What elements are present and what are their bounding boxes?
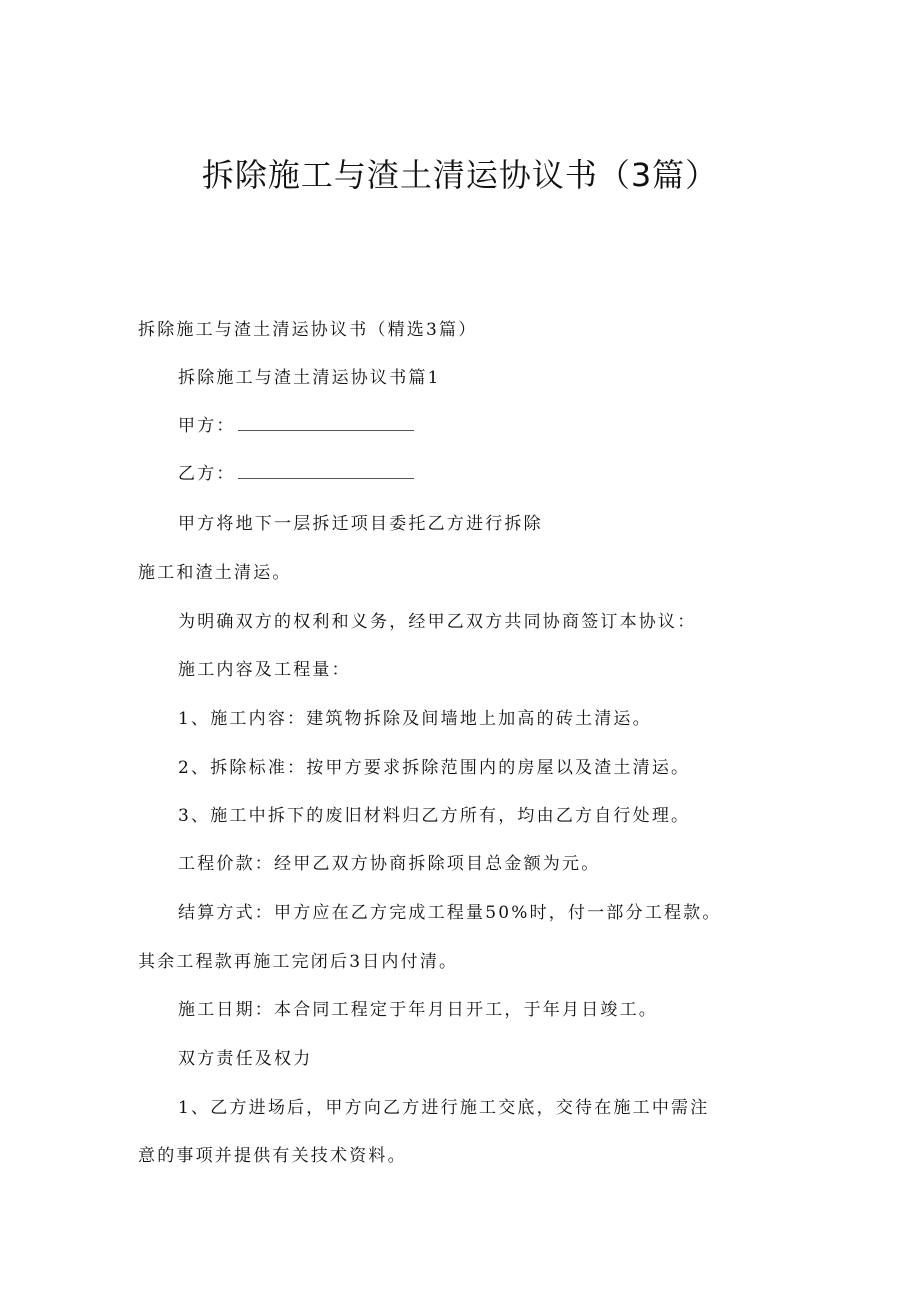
paragraph: 甲方将地下一层拆迁项目委托乙方进行拆除 bbox=[178, 514, 543, 534]
paragraph: 3、施工中拆下的废旧材料归乙方所有，均由乙方自行处理。 bbox=[178, 806, 691, 826]
paragraph: 施工内容及工程量： bbox=[178, 660, 351, 680]
paragraph: 其余工程款再施工完闭后3日内付清。 bbox=[138, 952, 459, 972]
document-title: 拆除施工与渣土清运协议书（3篇） bbox=[201, 156, 719, 194]
paragraph: 为明确双方的权利和义务，经甲乙双方共同协商签订本协议： bbox=[178, 612, 697, 632]
paragraph: 1、施工内容：建筑物拆除及间墙地上加高的砖土清运。 bbox=[178, 709, 652, 729]
paragraph: 1、乙方进场后，甲方向乙方进行施工交底，交待在施工中需注 bbox=[178, 1098, 710, 1118]
document-subtitle: 拆除施工与渣土清运协议书（精选3篇） bbox=[138, 320, 478, 340]
party-b-label: 乙方： bbox=[178, 464, 236, 484]
paragraph: 意的事项并提供有关技术资料。 bbox=[138, 1146, 407, 1166]
paragraph: 结算方式：甲方应在乙方完成工程量50%时，付一部分工程款。 bbox=[178, 903, 722, 923]
paragraph: 2、拆除标准：按甲方要求拆除范围内的房屋以及渣土清运。 bbox=[178, 758, 691, 778]
party-a-label: 甲方： bbox=[178, 416, 236, 436]
party-a-blank bbox=[238, 416, 414, 431]
party-a-line bbox=[178, 414, 414, 438]
paragraph: 双方责任及权力 bbox=[178, 1049, 313, 1069]
section-heading: 拆除施工与渣土清运协议书篇1 bbox=[178, 368, 441, 388]
paragraph: 工程价款：经甲乙双方协商拆除项目总金额为元。 bbox=[178, 854, 601, 874]
party-b-blank bbox=[238, 464, 414, 479]
paragraph: 施工和渣土清运。 bbox=[138, 563, 292, 583]
paragraph: 施工日期：本合同工程定于年月日开工，于年月日竣工。 bbox=[178, 1000, 658, 1020]
party-b-line bbox=[178, 462, 414, 486]
